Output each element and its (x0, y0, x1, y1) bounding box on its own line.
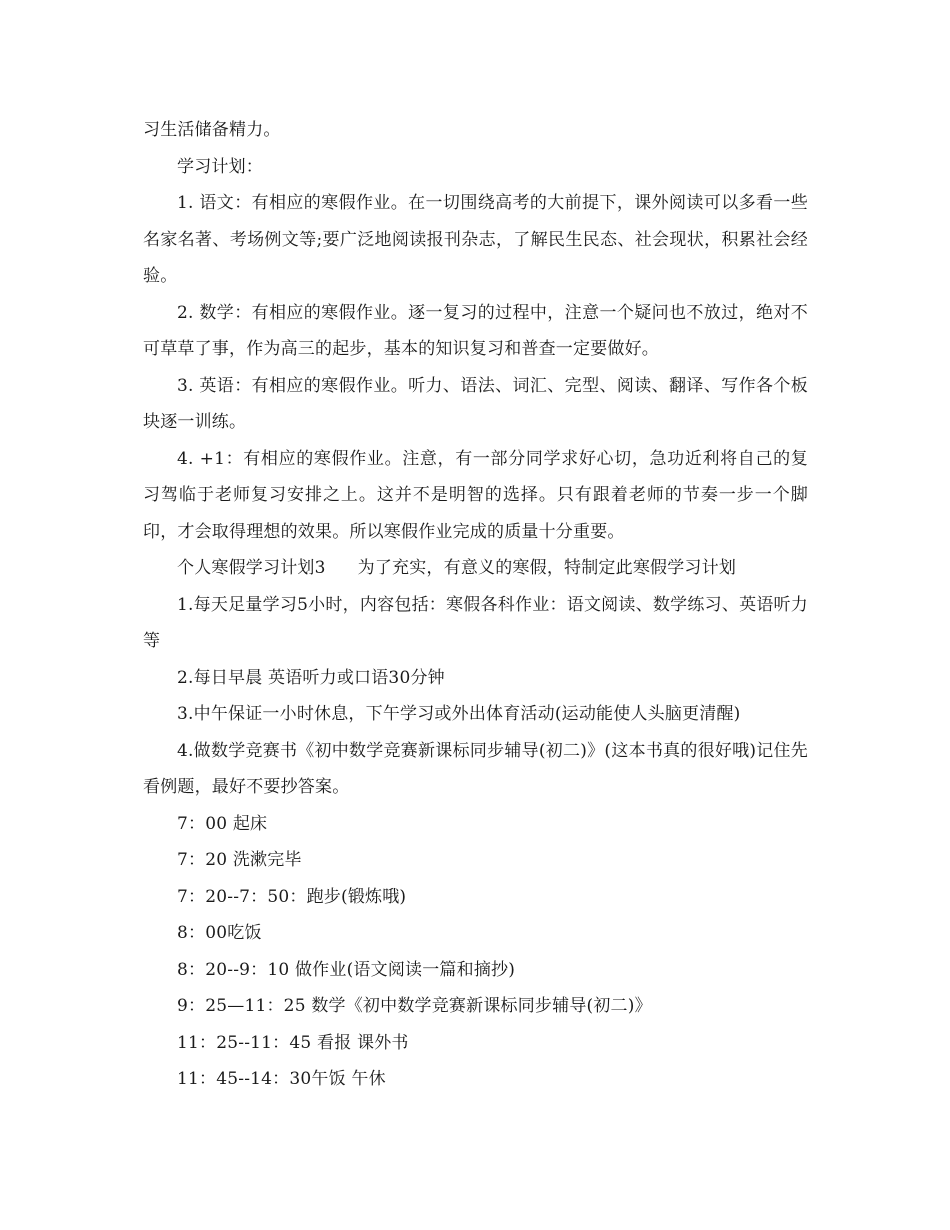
paragraph-chinese: 1. 语文：有相应的寒假作业。在一切围绕高考的大前提下，课外阅读可以多看一些名家名著、考场例文等;要广泛地阅读报刊杂志，了解民生民态、社会现状，积累社会经验。 (143, 193, 808, 286)
schedule-item-lunch: 11：45--14：30午饭 午休 (177, 1069, 386, 1089)
plan-item-2: 2.每日早晨 英语听力或口语30分钟 (177, 667, 445, 688)
schedule-item-homework: 8：20--9：10 做作业(语文阅读一篇和摘抄) (177, 959, 516, 980)
plan-item-3: 3.中午保证一小时休息，下午学习或外出体育活动(运动能使人头脑更清醒) (177, 704, 741, 724)
schedule-item-wake: 7：00 起床 (177, 813, 268, 834)
schedule-item-reading: 11：25--11：45 看报 课外书 (177, 1032, 409, 1053)
paragraph-study-plan-heading: 学习计划： (177, 156, 263, 177)
schedule-item-run: 7：20--7：50：跑步(锻炼哦) (177, 886, 407, 907)
plan3-intro: 为了充实，有意义的寒假，特制定此寒假学习计划 (357, 558, 737, 578)
paragraph-english: 3. 英语：有相应的寒假作业。听力、语法、词汇、完型、阅读、翻译、写作各个板块逐一训练。 (143, 375, 808, 432)
plan-item-1: 1.每天足量学习5小时，内容包括：寒假各科作业：语文阅读、数学练习、英语听力等 (143, 594, 808, 651)
plan-item-4: 4.做数学竞赛书《初中数学竞赛新课标同步辅导(初二)》(这本书真的很好哦)记住先看例题，最好不要抄答案。 (143, 740, 808, 797)
schedule-item-math: 9：25—11：25 数学《初中数学竞赛新课标同步辅导(初二)》 (177, 996, 652, 1016)
paragraph-continuation: 习生活储备精力。 (143, 120, 281, 140)
paragraph-math: 2. 数学：有相应的寒假作业。逐一复习的过程中，注意一个疑问也不放过，绝对不可草草了事，作为高三的起步，基本的知识复习和普查一定要做好。 (143, 302, 808, 359)
paragraph-plus-one: 4. +1：有相应的寒假作业。注意，有一部分同学求好心切，急功近利将自己的复习驾临于老师复习安排之上。这并不是明智的选择。只有跟着老师的节奏一步一个脚印，才会取得理想的效果。所以寒假作业完成的质量十分重要。 (143, 448, 808, 542)
schedule-item-breakfast: 8：00吃饭 (177, 923, 262, 943)
schedule-item-wash: 7：20 洗漱完毕 (177, 850, 302, 870)
plan3-heading: 个人寒假学习计划3 (177, 558, 326, 578)
plan3-line (143, 550, 808, 587)
document-body (143, 112, 808, 1098)
